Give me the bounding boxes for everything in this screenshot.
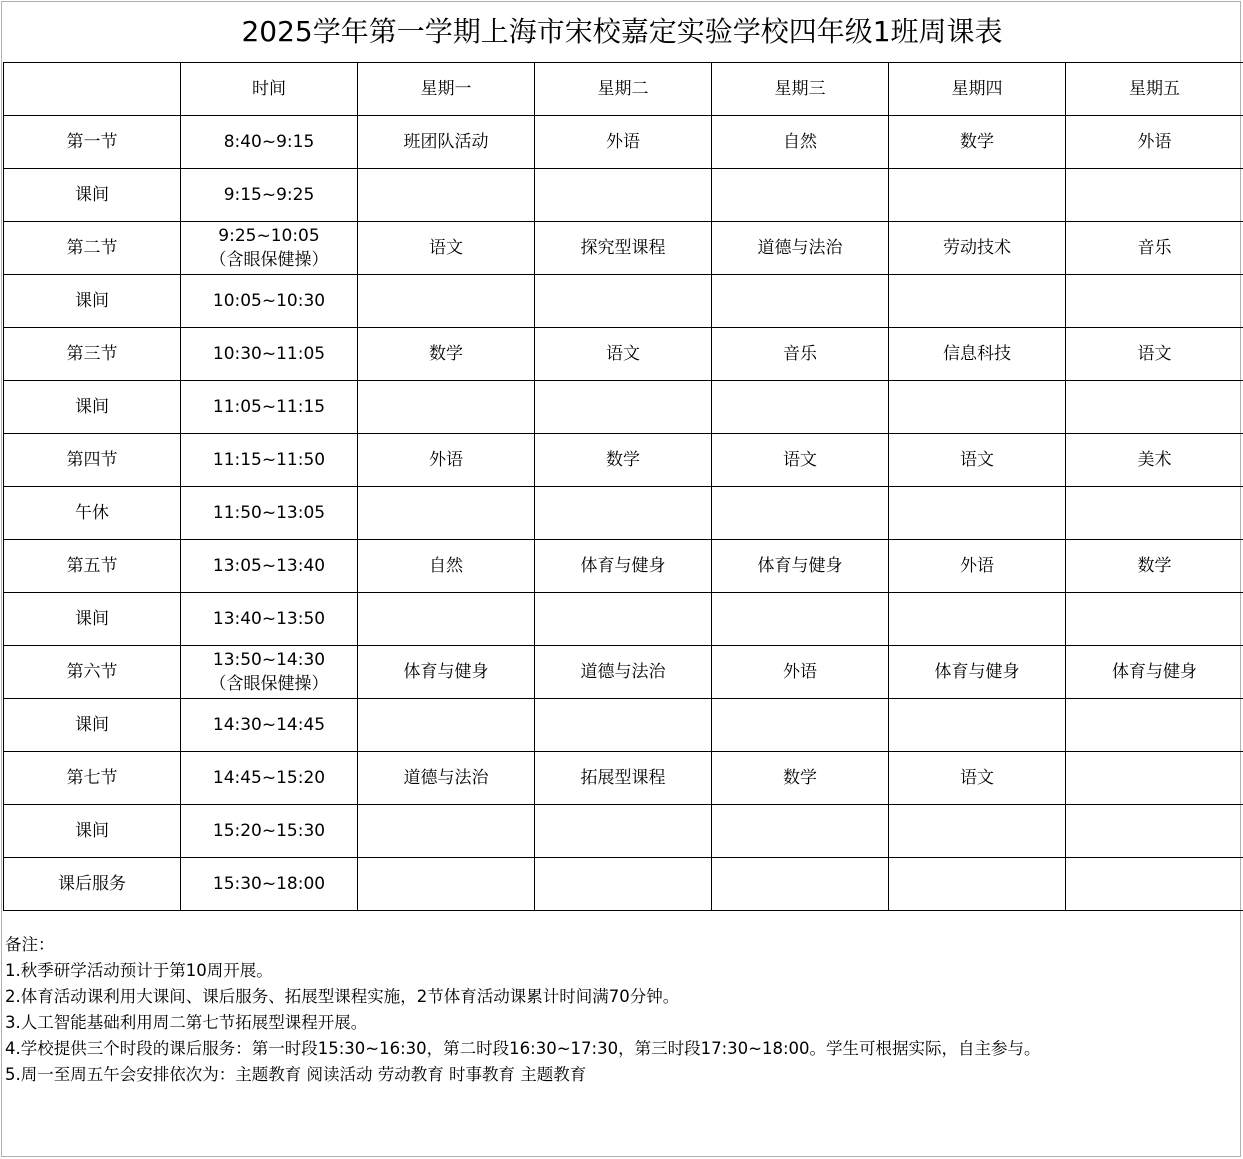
subject-cell xyxy=(358,487,535,540)
time-note: （含眼保健操） xyxy=(209,674,329,694)
period-label-cell: 课后服务 xyxy=(4,858,181,911)
time-range: 9:15~9:25 xyxy=(223,185,315,205)
time-cell xyxy=(181,381,358,434)
period-label-cell: 第五节 xyxy=(4,540,181,593)
subject-cell: 外语 xyxy=(889,540,1066,593)
subject-cell xyxy=(1066,858,1243,911)
time-cell xyxy=(181,858,358,911)
subject-cell: 音乐 xyxy=(712,328,889,381)
table-row xyxy=(4,752,1243,805)
subject-cell xyxy=(358,275,535,328)
table-row xyxy=(4,646,1243,699)
subject-cell: 外语 xyxy=(358,434,535,487)
subject-cell xyxy=(358,858,535,911)
subject-cell xyxy=(889,593,1066,646)
time-cell xyxy=(181,275,358,328)
table-row xyxy=(4,699,1243,752)
subject-cell: 道德与法治 xyxy=(535,646,712,699)
subject-cell: 道德与法治 xyxy=(358,752,535,805)
table-row xyxy=(4,381,1243,434)
period-label-cell: 第四节 xyxy=(4,434,181,487)
subject-cell xyxy=(535,699,712,752)
subject-cell: 体育与健身 xyxy=(889,646,1066,699)
subject-cell xyxy=(535,275,712,328)
subject-cell xyxy=(889,858,1066,911)
time-range: 11:05~11:15 xyxy=(212,397,326,417)
time-cell xyxy=(181,487,358,540)
subject-cell xyxy=(358,699,535,752)
time-range: 11:15~11:50 xyxy=(212,450,326,470)
subject-cell xyxy=(1066,805,1243,858)
subject-cell xyxy=(889,381,1066,434)
subject-cell xyxy=(535,381,712,434)
table-row xyxy=(4,858,1243,911)
subject-cell: 美术 xyxy=(1066,434,1243,487)
period-label-cell: 第三节 xyxy=(4,328,181,381)
subject-cell: 信息科技 xyxy=(889,328,1066,381)
time-cell xyxy=(181,752,358,805)
time-cell xyxy=(181,222,358,275)
subject-cell: 体育与健身 xyxy=(1066,646,1243,699)
time-range: 15:20~15:30 xyxy=(212,821,326,841)
header-day-cell: 星期四 xyxy=(889,63,1066,116)
time-note: （含眼保健操） xyxy=(209,250,329,270)
subject-cell: 外语 xyxy=(712,646,889,699)
note-item: 2.体育活动课利用大课间、课后服务、拓展型课程实施，2节体育活动课累计时间满70分钟。 xyxy=(5,987,680,1006)
subject-cell: 体育与健身 xyxy=(535,540,712,593)
subject-cell xyxy=(1066,593,1243,646)
period-label-cell: 课间 xyxy=(4,169,181,222)
note-item: 4.学校提供三个时段的课后服务：第一时段15:30~16:30，第二时段16:30~17:30，第三时段17:30~18:00。学生可根据实际，自主参与。 xyxy=(5,1039,1041,1058)
subject-cell xyxy=(358,805,535,858)
time-range: 10:05~10:30 xyxy=(212,291,326,311)
subject-cell xyxy=(712,593,889,646)
subject-cell xyxy=(358,169,535,222)
period-label-cell: 第七节 xyxy=(4,752,181,805)
subject-cell xyxy=(535,858,712,911)
time-cell xyxy=(181,116,358,169)
subject-cell: 数学 xyxy=(535,434,712,487)
subject-cell xyxy=(889,275,1066,328)
subject-cell: 劳动技术 xyxy=(889,222,1066,275)
time-cell xyxy=(181,646,358,699)
header-day-cell: 星期五 xyxy=(1066,63,1243,116)
time-range: 13:05~13:40 xyxy=(212,556,326,576)
timetable-sheet xyxy=(1,1,1241,1157)
subject-cell xyxy=(1066,699,1243,752)
subject-cell: 外语 xyxy=(535,116,712,169)
time-range: 9:25~10:05 xyxy=(218,226,320,246)
subject-cell xyxy=(535,805,712,858)
period-label-cell: 课间 xyxy=(4,593,181,646)
time-cell xyxy=(181,699,358,752)
subject-cell: 自然 xyxy=(712,116,889,169)
subject-cell: 语文 xyxy=(889,752,1066,805)
table-row xyxy=(4,169,1243,222)
subject-cell: 音乐 xyxy=(1066,222,1243,275)
subject-cell: 语文 xyxy=(358,222,535,275)
time-cell xyxy=(181,328,358,381)
schedule-table xyxy=(3,62,1243,911)
notes-section xyxy=(5,932,1237,1088)
table-row xyxy=(4,328,1243,381)
subject-cell xyxy=(358,381,535,434)
subject-cell xyxy=(712,699,889,752)
subject-cell: 语文 xyxy=(889,434,1066,487)
time-cell xyxy=(181,593,358,646)
subject-cell xyxy=(535,593,712,646)
subject-cell xyxy=(712,169,889,222)
time-cell xyxy=(181,540,358,593)
period-label-cell: 课间 xyxy=(4,805,181,858)
table-row xyxy=(4,805,1243,858)
period-label-cell: 第六节 xyxy=(4,646,181,699)
table-row xyxy=(4,116,1243,169)
header-corner-cell xyxy=(4,63,181,116)
notes-heading: 备注： xyxy=(5,935,55,954)
time-range: 15:30~18:00 xyxy=(212,874,326,894)
subject-cell xyxy=(889,169,1066,222)
header-day-cell: 星期三 xyxy=(712,63,889,116)
period-label-cell: 课间 xyxy=(4,699,181,752)
note-item: 3.人工智能基础利用周二第七节拓展型课程开展。 xyxy=(5,1013,368,1032)
time-cell xyxy=(181,805,358,858)
period-label-cell: 课间 xyxy=(4,275,181,328)
header-row xyxy=(4,63,1243,116)
subject-cell: 外语 xyxy=(1066,116,1243,169)
time-cell xyxy=(181,169,358,222)
subject-cell: 数学 xyxy=(889,116,1066,169)
time-range: 8:40~9:15 xyxy=(223,132,315,152)
time-range: 11:50~13:05 xyxy=(212,503,326,523)
time-cell xyxy=(181,434,358,487)
subject-cell xyxy=(1066,381,1243,434)
table-row xyxy=(4,434,1243,487)
subject-cell: 数学 xyxy=(358,328,535,381)
subject-cell: 体育与健身 xyxy=(358,646,535,699)
header-day-cell: 星期一 xyxy=(358,63,535,116)
subject-cell xyxy=(535,169,712,222)
subject-cell xyxy=(712,275,889,328)
page-title: 2025学年第一学期上海市宋校嘉定实验学校四年级1班周课表 xyxy=(241,15,1003,48)
subject-cell xyxy=(712,805,889,858)
note-item: 1.秋季研学活动预计于第10周开展。 xyxy=(5,961,273,980)
header-day-cell: 星期二 xyxy=(535,63,712,116)
subject-cell xyxy=(1066,752,1243,805)
time-range: 13:40~13:50 xyxy=(212,609,326,629)
subject-cell: 体育与健身 xyxy=(712,540,889,593)
table-row xyxy=(4,222,1243,275)
subject-cell: 语文 xyxy=(1066,328,1243,381)
subject-cell xyxy=(1066,275,1243,328)
table-row xyxy=(4,487,1243,540)
time-range: 14:45~15:20 xyxy=(212,768,326,788)
subject-cell xyxy=(889,805,1066,858)
subject-cell: 探究型课程 xyxy=(535,222,712,275)
subject-cell xyxy=(712,858,889,911)
subject-cell xyxy=(712,487,889,540)
period-label-cell: 第一节 xyxy=(4,116,181,169)
period-label-cell: 第二节 xyxy=(4,222,181,275)
time-range: 13:50~14:30 xyxy=(212,650,326,670)
period-label-cell: 课间 xyxy=(4,381,181,434)
subject-cell: 自然 xyxy=(358,540,535,593)
subject-cell xyxy=(889,699,1066,752)
table-row xyxy=(4,275,1243,328)
subject-cell xyxy=(535,487,712,540)
note-item: 5.周一至周五午会安排依次为：主题教育 阅读活动 劳动教育 时事教育 主题教育 xyxy=(5,1065,587,1084)
subject-cell: 语文 xyxy=(712,434,889,487)
subject-cell: 班团队活动 xyxy=(358,116,535,169)
subject-cell xyxy=(889,487,1066,540)
subject-cell xyxy=(1066,169,1243,222)
table-row xyxy=(4,593,1243,646)
subject-cell: 数学 xyxy=(1066,540,1243,593)
table-row xyxy=(4,540,1243,593)
time-range: 14:30~14:45 xyxy=(212,715,326,735)
subject-cell: 拓展型课程 xyxy=(535,752,712,805)
subject-cell: 语文 xyxy=(535,328,712,381)
subject-cell: 道德与法治 xyxy=(712,222,889,275)
header-time-cell: 时间 xyxy=(181,63,358,116)
subject-cell xyxy=(358,593,535,646)
period-label-cell: 午休 xyxy=(4,487,181,540)
subject-cell xyxy=(712,381,889,434)
subject-cell xyxy=(1066,487,1243,540)
time-range: 10:30~11:05 xyxy=(212,344,326,364)
subject-cell: 数学 xyxy=(712,752,889,805)
